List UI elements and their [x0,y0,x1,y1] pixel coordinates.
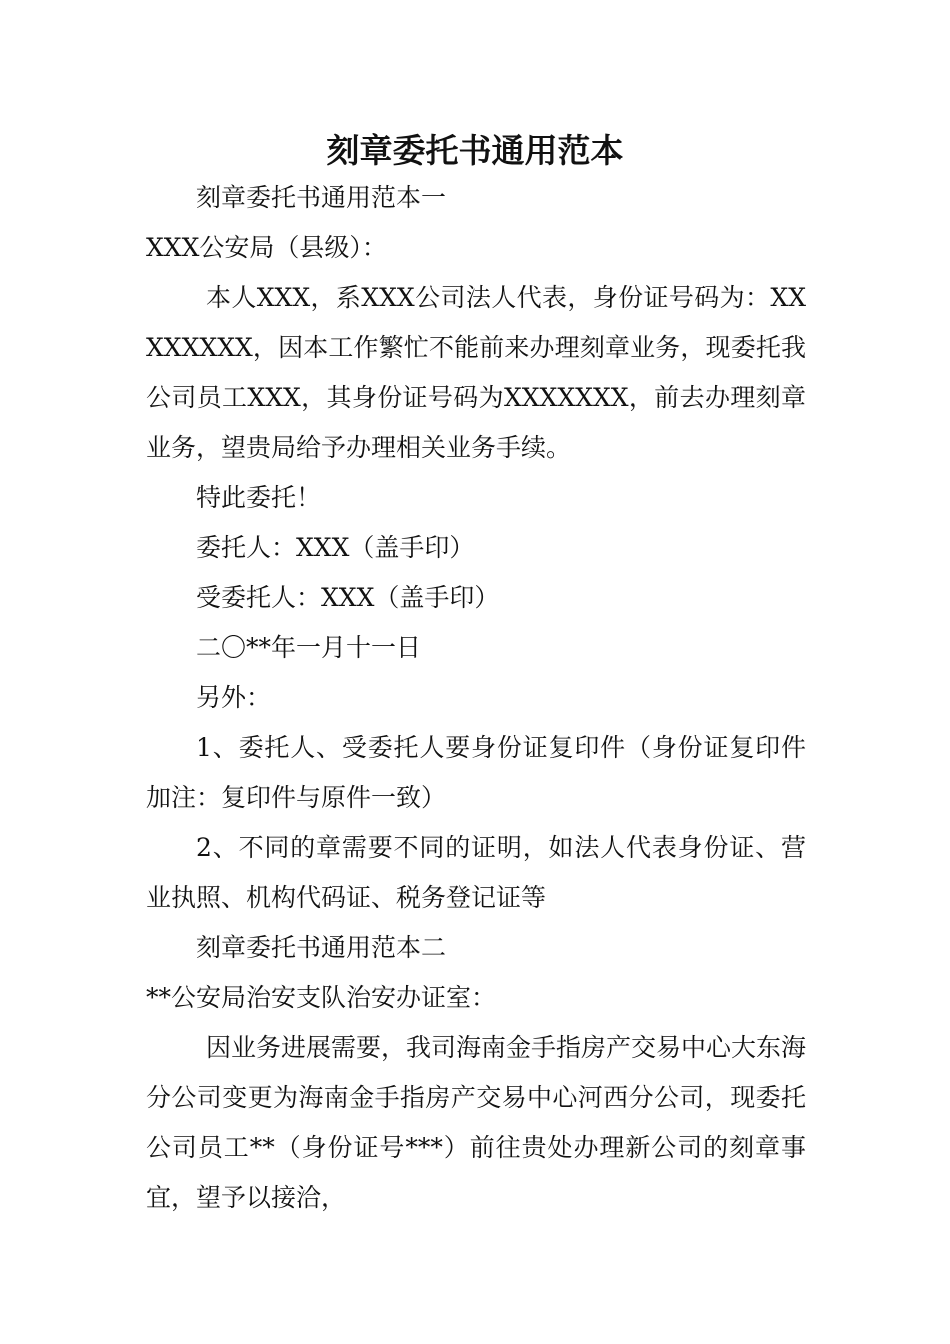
notes-heading: 另外： [196,683,272,712]
section-heading-template-2: 刻章委托书通用范本二 [196,933,447,962]
document-body [146,173,806,1223]
agent-signature-line: 受委托人：XXX（盖手印） [196,583,500,612]
note-item-1: 1、委托人、受委托人要身份证复印件（身份证复印件加注：复印件与原件一致） [146,733,806,812]
closing-phrase: 特此委托！ [196,483,322,512]
section-heading-template-1: 刻章委托书通用范本一 [196,183,447,212]
document-title: 刻章委托书通用范本 [326,131,624,170]
date-line: 二〇**年一月十一日 [196,633,422,662]
authorization-paragraph: 本人XXX，系XXX公司法人代表，身份证号码为：XXXXXXXX，因本工作繁忙不能前来办理刻章业务，现委托我公司员工XXX，其身份证号码为XXXXXXX，前去办理刻章业务，望贵局给予办理相关业务手续。 [146,283,806,462]
addressee-line-2: **公安局治安支队治安办证室： [146,983,497,1012]
request-paragraph: 因业务进展需要，我司海南金手指房产交易中心大东海分公司变更为海南金手指房产交易中心河西分公司，现委托公司员工**（身份证号***）前往贵处办理新公司的刻章事宜，望予以接洽， [146,1033,807,1212]
principal-signature-line: 委托人：XXX（盖手印） [196,533,475,562]
addressee-line: XXX公安局（县级）： [146,233,387,262]
note-item-2: 2、不同的章需要不同的证明，如法人代表身份证、营业执照、机构代码证、税务登记证等 [146,833,806,912]
